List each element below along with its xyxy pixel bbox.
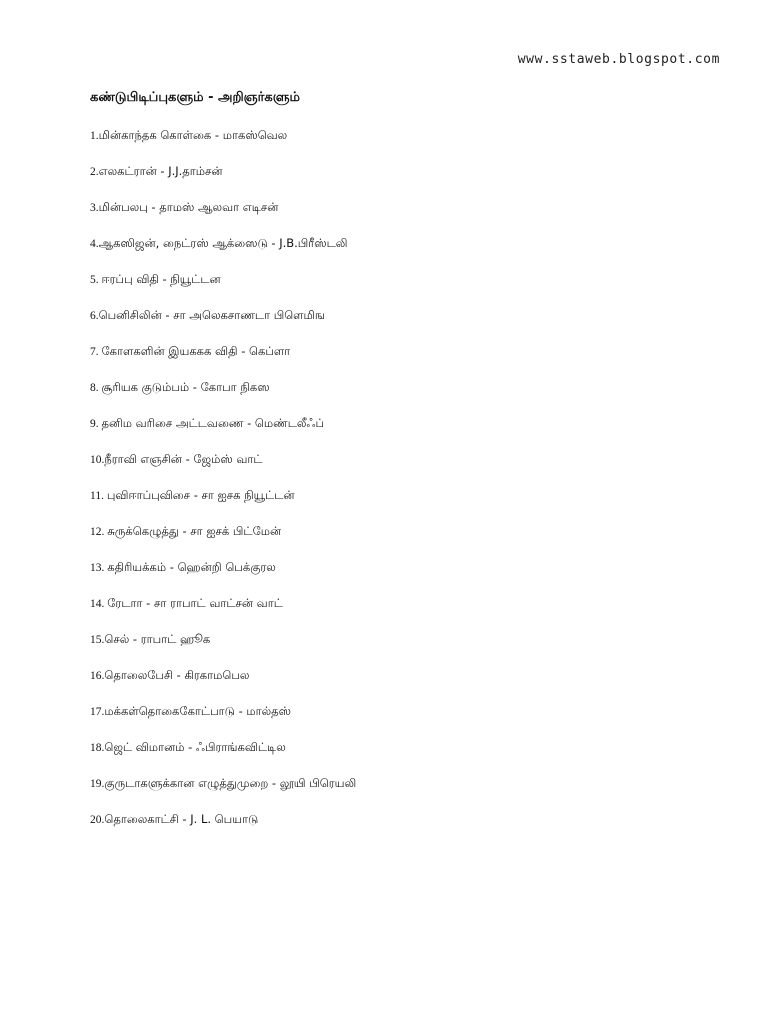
item-number: 13. [90, 562, 108, 574]
list-item [90, 558, 356, 594]
list-item [90, 702, 356, 738]
list-item [90, 486, 356, 522]
item-text: தனிம வரிசை அட்டவணை - மெண்டலீஃப் [101, 416, 325, 430]
item-text: ஜெட் விமானம் - ஃபிராங்கவிட்டில [104, 740, 286, 754]
item-number: 11. [90, 490, 107, 502]
item-text: செல் - ராபாட் ஹூக [104, 632, 211, 646]
item-number: 14. [90, 598, 108, 610]
item-number: 2. [90, 166, 99, 178]
list-item [90, 162, 356, 198]
item-text: ரேடாா - சா ராபாட் வாட்சன் வாட் [107, 596, 283, 610]
item-text: குருடாகளுக்கான எழுத்துமுறை - லூயி பிரெயலி [104, 776, 357, 790]
list-item [90, 450, 356, 486]
item-number: 19. [90, 778, 105, 790]
list-item [90, 738, 356, 774]
item-number: 5. [90, 274, 102, 286]
list-item [90, 414, 356, 450]
item-number: 1. [90, 130, 99, 142]
item-number: 12. [90, 526, 108, 538]
item-text: கதிரியக்கம் - ஹென்றி பெக்குரல [107, 560, 276, 574]
list-item [90, 270, 356, 306]
list-item [90, 774, 356, 810]
item-number: 18. [90, 742, 105, 754]
item-text: மின்பலபு - தாமஸ் ஆலவா எடிசன் [98, 200, 279, 214]
list-item [90, 198, 356, 234]
list-item [90, 342, 356, 378]
item-number: 9. [90, 418, 102, 430]
item-text: பெனிசிலின் - சா அலெகசாணடா பிளெமிங [98, 308, 325, 322]
list-item [90, 126, 356, 162]
list-item [90, 234, 356, 270]
item-number: 17. [90, 706, 105, 718]
list-item [90, 594, 356, 630]
item-text: புவிஈாப்புவிசை - சா ஐசக நியூட்டன் [106, 488, 295, 502]
site-url: www.sstaweb.blogspot.com [517, 52, 720, 67]
list-item [90, 666, 356, 702]
item-number: 6. [90, 310, 99, 322]
document-title: கண்டுபிடிப்புகளும் - அறிஞர்களும் [90, 90, 300, 105]
list-item [90, 630, 356, 666]
item-text: எலகட்ரான் - J.J.தாம்சன் [98, 164, 223, 178]
item-number: 3. [90, 202, 99, 214]
item-number: 4. [90, 238, 99, 250]
list-item [90, 306, 356, 342]
item-text: நீராவி எஞசின் - ஜேம்ஸ் வாட் [104, 452, 263, 466]
item-number: 7. [90, 346, 102, 358]
item-text: ஈரப்பு விதி - நியூட்டன [101, 272, 221, 286]
item-number: 20. [90, 814, 105, 826]
item-number: 10. [90, 454, 105, 466]
item-text: சூரியக குடும்பம் - கோபா நிகஸ [101, 380, 270, 394]
item-text: மக்கள்தொகைகோட்பாடு - மால்தஸ் [104, 704, 292, 718]
item-text: தொலைபேசி - கிரகாமபெல [104, 668, 250, 682]
item-text: மின்காந்தக கொள்கை - மாகஸ்வெல [98, 128, 288, 142]
item-text: கோளகளின் இயககக விதி - கெப்ளா [101, 344, 291, 358]
item-text: ஆகஸிஜன், நைட்ரஸ் ஆக்ஸைடு - J.B.பிரீஸ்டலி [98, 236, 348, 250]
list-item [90, 522, 356, 558]
list-item [90, 378, 356, 414]
item-number: 8. [90, 382, 102, 394]
item-number: 15. [90, 634, 105, 646]
item-number: 16. [90, 670, 105, 682]
list-item [90, 810, 356, 846]
item-text: தொலைகாட்சி - J. L. பெயாடு [104, 812, 259, 826]
inventions-list [90, 126, 356, 846]
item-text: சுருக்கெழுத்து - சா ஐசக் பிட்மேன் [107, 524, 282, 538]
